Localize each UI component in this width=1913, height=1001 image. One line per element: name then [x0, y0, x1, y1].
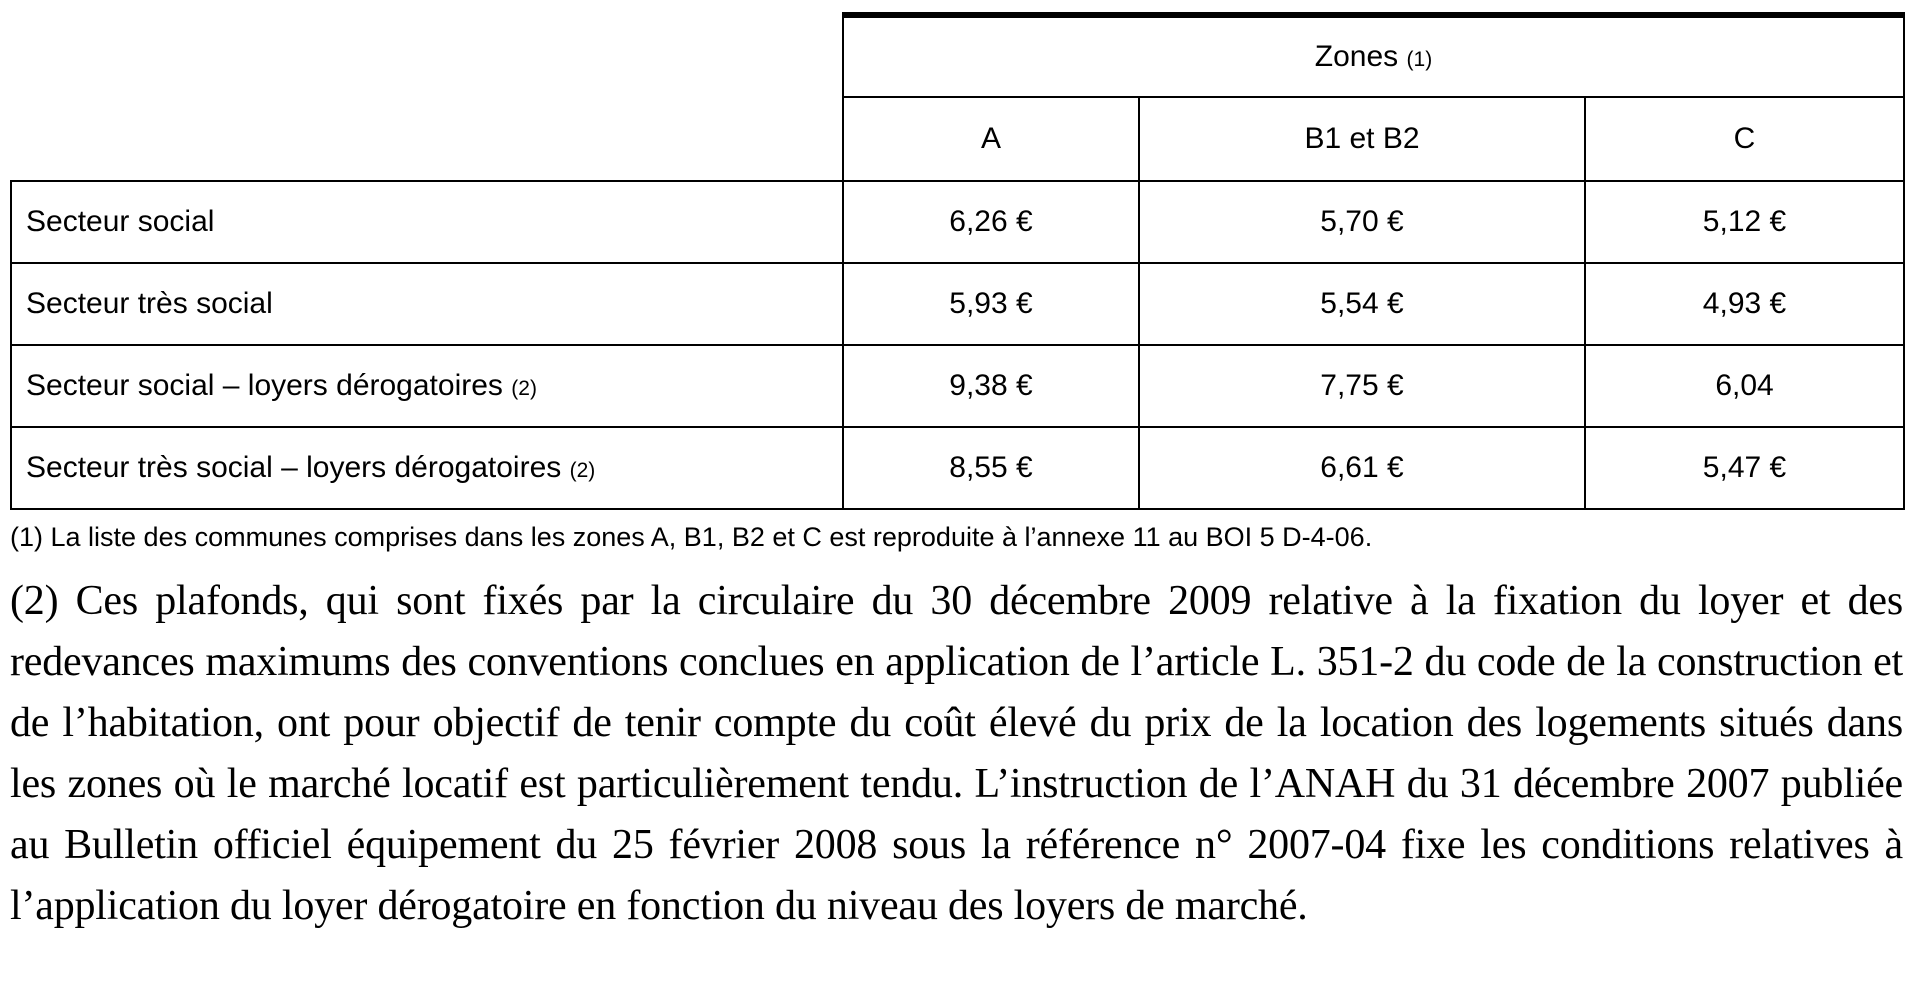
zones-header-ref: (1)	[1406, 48, 1433, 71]
row-label-ref: (2)	[569, 459, 596, 482]
row-label: Secteur très social	[26, 287, 273, 320]
row-label: Secteur très social – loyers dérogatoires	[26, 451, 562, 484]
footnote-1: (1) La liste des communes comprises dans les zones A, B1, B2 et C est reproduite à l’annexe 11 au BOI 5 D-4-06.	[10, 522, 1373, 552]
row-label: Secteur social – loyers dérogatoires	[26, 369, 503, 402]
table-cell: 5,12 €	[1585, 181, 1904, 263]
table-cell: 8,55 €	[843, 427, 1139, 509]
row-label-cell	[11, 181, 843, 263]
column-header-c: C	[1585, 97, 1904, 181]
row-label-cell	[11, 345, 843, 427]
table-cell: 6,04	[1585, 345, 1904, 427]
footnote-2: (2) Ces plafonds, qui sont fixés par la circulaire du 30 décembre 2009 relative à la fixation du loyer et des redevances maximums des conventions conclues en application de l’article L. 351-2 du code de la construction et de l’habitation, ont pour objectif de tenir compte du coût élevé du prix de la location des logements situés dans les zones où le marché locatif est particulièrement tendu. L’instruction de l’ANAH du 31 décembre 2007 publiée au Bulletin officiel équipement du 25 février 2008 sous la référence n° 2007-04 fixe les conditions relatives à l’application du loyer dérogatoire en fonction du niveau des loyers de marché.	[10, 578, 1903, 929]
table-cell: 4,93 €	[1585, 263, 1904, 345]
table-cell: 5,70 €	[1139, 181, 1585, 263]
table-cell: 5,47 €	[1585, 427, 1904, 509]
table-header-row-zones	[11, 15, 1904, 97]
table-row	[11, 181, 1904, 263]
table-cell: 9,38 €	[843, 345, 1139, 427]
row-label-ref: (2)	[511, 377, 537, 400]
table-cell: 5,93 €	[843, 263, 1139, 345]
zones-header-cell	[843, 15, 1904, 97]
rent-ceiling-table	[10, 12, 1905, 510]
document-page	[10, 12, 1903, 937]
row-label: Secteur social	[26, 205, 215, 238]
table-cell: 7,75 €	[1139, 345, 1585, 427]
column-header-a: A	[843, 97, 1139, 181]
row-label-cell	[11, 263, 843, 345]
table-row	[11, 263, 1904, 345]
zones-header-label: Zones	[1314, 40, 1399, 73]
table-cell: 5,54 €	[1139, 263, 1585, 345]
table-row	[11, 427, 1904, 509]
table-cell: 6,26 €	[843, 181, 1139, 263]
empty-corner-cell	[11, 15, 843, 181]
row-label-cell	[11, 427, 843, 509]
table-row	[11, 345, 1904, 427]
table-cell: 6,61 €	[1139, 427, 1585, 509]
column-header-b1-b2: B1 et B2	[1139, 97, 1585, 181]
